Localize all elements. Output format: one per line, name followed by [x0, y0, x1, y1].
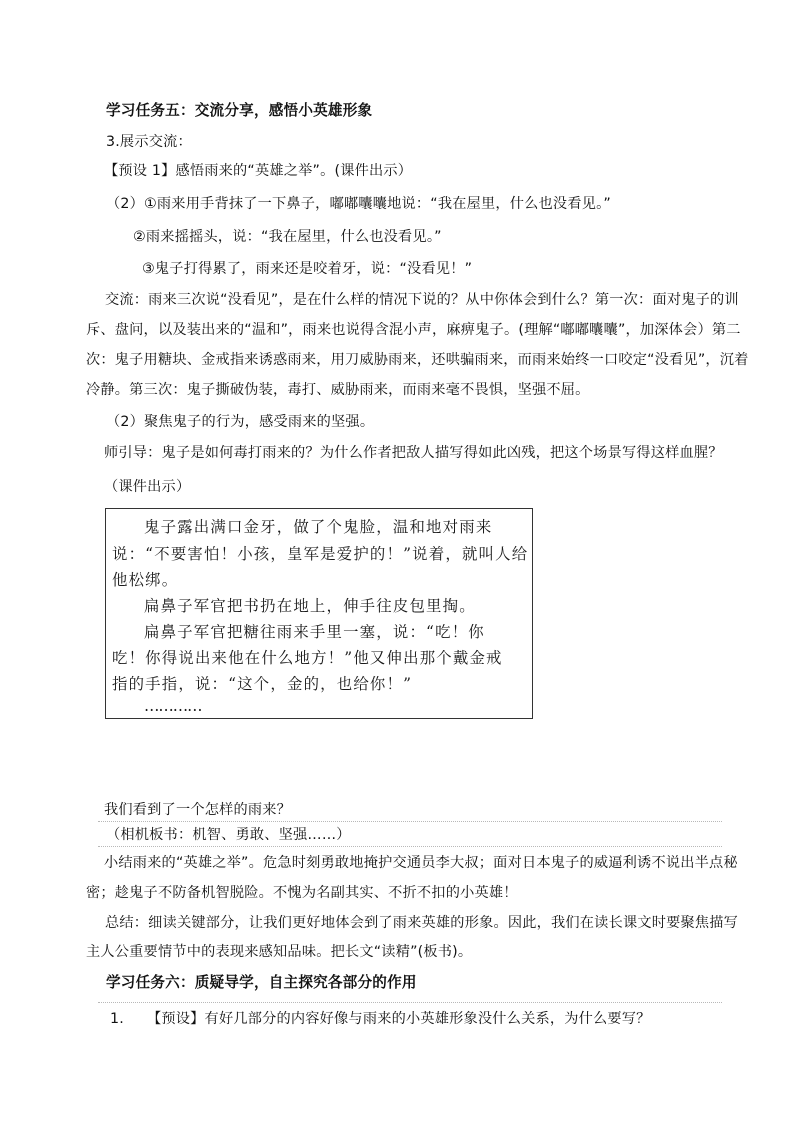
task-six-item-number: 1.	[110, 1011, 124, 1027]
quote-ellipsis: …………	[144, 697, 202, 715]
task-five-heading: 学习任务五：交流分享，感悟小英雄形象	[106, 102, 373, 119]
quote-line: 指的手指，说：“这个，金的，也给你！”	[112, 675, 413, 693]
task-six-item-text: 【预设】有好几部分的内容好像与雨来的小英雄形象没什么关系，为什么要写？	[147, 1011, 651, 1027]
dotted-divider	[98, 1002, 722, 1003]
dotted-divider	[98, 846, 722, 847]
example-sentence-1: （2）①雨来用手背抹了一下鼻子，嘟嘟囔囔地说：“我在屋里，什么也没看见。”	[106, 196, 611, 212]
example-sentence-3: ③鬼子打得累了，雨来还是咬着牙，说：“没看见！”	[142, 261, 473, 277]
question-line: 我们看到了一个怎样的雨来？	[104, 802, 292, 818]
hero-summary-line: 小结雨来的“英雄之举”。危急时刻勇敢地掩护交通员李大叔；面对日本鬼子的威逼利诱不说出半点秘	[104, 855, 738, 871]
exchange-line: 次：鬼子用糖块、金戒指来诱惑雨来，用刀威胁雨来，还哄骗雨来，而雨来始终一口咬定“没看见”，沉着	[86, 352, 749, 368]
quote-line: 扁鼻子军官把糖往雨来手里一塞，说：“吃！你	[144, 623, 485, 641]
conclusion-line: 总结：细读关键部分，让我们更好地体会到了雨来英雄的形象。因此，我们在读长课文时要聚焦描写	[105, 915, 739, 931]
quoted-passage-box	[105, 508, 533, 719]
quote-line: 鬼子露出满口金牙，做了个鬼脸，温和地对雨来	[144, 518, 493, 536]
quote-line: 他松绑。	[112, 571, 179, 589]
teacher-guide-line: 师引导：鬼子是如何毒打雨来的？为什么作者把敌人描写得如此凶残，把这个场景写得这样血腥？	[104, 445, 723, 461]
exchange-line: 斥、盘问，以及装出来的“温和”，雨来也说得含混小声，麻痹鬼子。(理解“嘟嘟囔囔”，加深体会）第二	[86, 322, 741, 338]
hero-summary-line: 密；趁鬼子不防备机智脱险。不愧为名副其实、不折不扣的小英雄！	[86, 885, 518, 901]
focus-line: （2）聚焦鬼子的行为，感受雨来的坚强。	[106, 414, 375, 430]
preset-1-line: 【预设 1】感悟雨来的“英雄之举”。(课件出示）	[104, 163, 413, 179]
exchange-line: 交流：雨来三次说“没看见”，是在什么样的情况下说的？从中你体会到什么？第一次：面对鬼子的训	[105, 292, 739, 308]
board-note: （相机板书：机智、勇敢、坚强……）	[106, 827, 351, 843]
quote-line: 吃！你得说出来他在什么地方！”他又伸出那个戴金戒	[112, 649, 503, 667]
quote-line: 扁鼻子军官把书扔在地上，伸手往皮包里掏。	[144, 597, 476, 615]
dotted-divider	[98, 821, 722, 822]
conclusion-line: 主人公重要情节中的表现来感知品味。把长文“读精”(板书)。	[86, 944, 473, 960]
example-sentence-2: ②雨来摇摇头，说：“我在屋里，什么也没看见。”	[133, 229, 442, 245]
courseware-label: （课件出示）	[104, 479, 191, 495]
exchange-line: 冷静。第三次：鬼子撕破伪装，毒打、威胁雨来，而雨来毫不畏惧，坚强不屈。	[86, 382, 590, 398]
quote-line: 说：“不要害怕！小孩，皇军是爱护的！”说着，就叫人给	[112, 545, 529, 563]
section-subheading: 3.展示交流：	[106, 134, 192, 150]
task-six-heading: 学习任务六：质疑导学，自主探究各部分的作用	[106, 974, 417, 991]
